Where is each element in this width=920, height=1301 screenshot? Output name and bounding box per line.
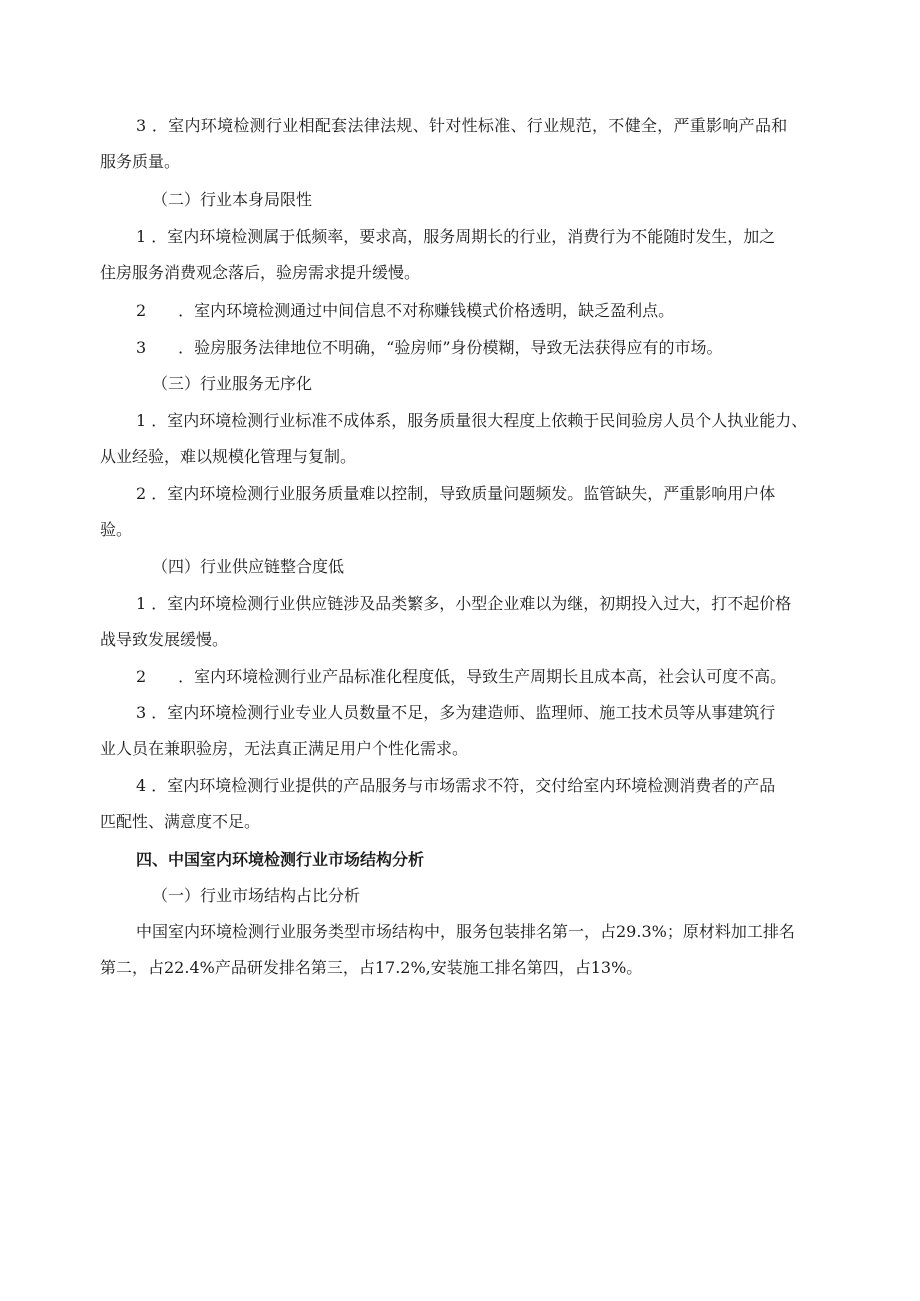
paragraph-2-2: 2 ．室内环境检测通过中间信息不对称赚钱模式价格透明，缺乏盈利点。 xyxy=(136,301,675,320)
paragraph-3-2 xyxy=(100,476,830,548)
text-line: 1 ．室内环境检测行业标准不成体系，服务质量很大程度上依赖于民间验房人员个人执业能力、 xyxy=(136,411,808,430)
subheading-four: （四）行业供应链整合度低 xyxy=(152,557,345,576)
text-line: 战导致发展缓慢。 xyxy=(100,630,229,649)
paragraph-3-1 xyxy=(100,403,830,475)
paragraph-4-3 xyxy=(100,695,830,767)
paragraph-4-1 xyxy=(100,586,830,658)
paragraph-4-4 xyxy=(100,768,830,840)
text-line: 3 ．室内环境检测行业专业人员数量不足，多为建造师、监理师、施工技术员等从事建筑行 xyxy=(136,703,776,722)
subheading-three: （三）行业服务无序化 xyxy=(152,374,313,393)
text-line: 1 ．室内环境检测属于低频率，要求高，服务周期长的行业，消费行为不能随时发生，加之 xyxy=(136,227,776,246)
text-line: 第二，占22.4%产品研发排名第三，占17.2%,安装施工排名第四，占13%。 xyxy=(100,958,643,977)
text-line: 业人员在兼职验房，无法真正满足用户个性化需求。 xyxy=(100,739,469,758)
paragraph-2-1 xyxy=(100,219,830,291)
text-line: 1 ．室内环境检测行业供应链涉及品类繁多，小型企业难以为继，初期投入过大，打不起价格 xyxy=(136,594,792,613)
paragraph-2-3: 3 ．验房服务法律地位不明确，“验房师”身份模糊，导致无法获得应有的市场。 xyxy=(136,338,723,357)
text-line: 匹配性、满意度不足。 xyxy=(100,812,261,831)
text-line: 验。 xyxy=(100,520,133,539)
text-line: 3 ．室内环境检测行业相配套法律法规、针对性标准、行业规范，不健全，严重影响产品和 xyxy=(136,116,788,135)
text-line: 中国室内环境检测行业服务类型市场结构中，服务包装排名第一，占29.3%；原材料加工排名 xyxy=(136,922,795,941)
paragraph-3-legal xyxy=(100,108,830,180)
text-line: 2 ．室内环境检测行业服务质量难以控制，导致质量问题频发。监管缺失，严重影响用户体 xyxy=(136,484,776,503)
paragraph-4-2: 2 ．室内环境检测行业产品标准化程度低，导致生产周期长且成本高，社会认可度不高。 xyxy=(136,667,787,686)
text-line: 住房服务消费观念落后，验房需求提升缓慢。 xyxy=(100,263,421,282)
text-line: 从业经验，难以规模化管理与复制。 xyxy=(100,447,357,466)
section-heading-four: 四、中国室内环境检测行业市场结构分析 xyxy=(136,850,425,869)
text-line: 4 ．室内环境检测行业提供的产品服务与市场需求不符，交付给室内环境检测消费者的产品 xyxy=(136,776,776,795)
text-line: 服务质量。 xyxy=(100,152,181,171)
subheading-one: （一）行业市场结构占比分析 xyxy=(152,886,361,905)
paragraph-market-structure xyxy=(100,914,830,986)
subheading-two: （二）行业本身局限性 xyxy=(152,190,313,209)
